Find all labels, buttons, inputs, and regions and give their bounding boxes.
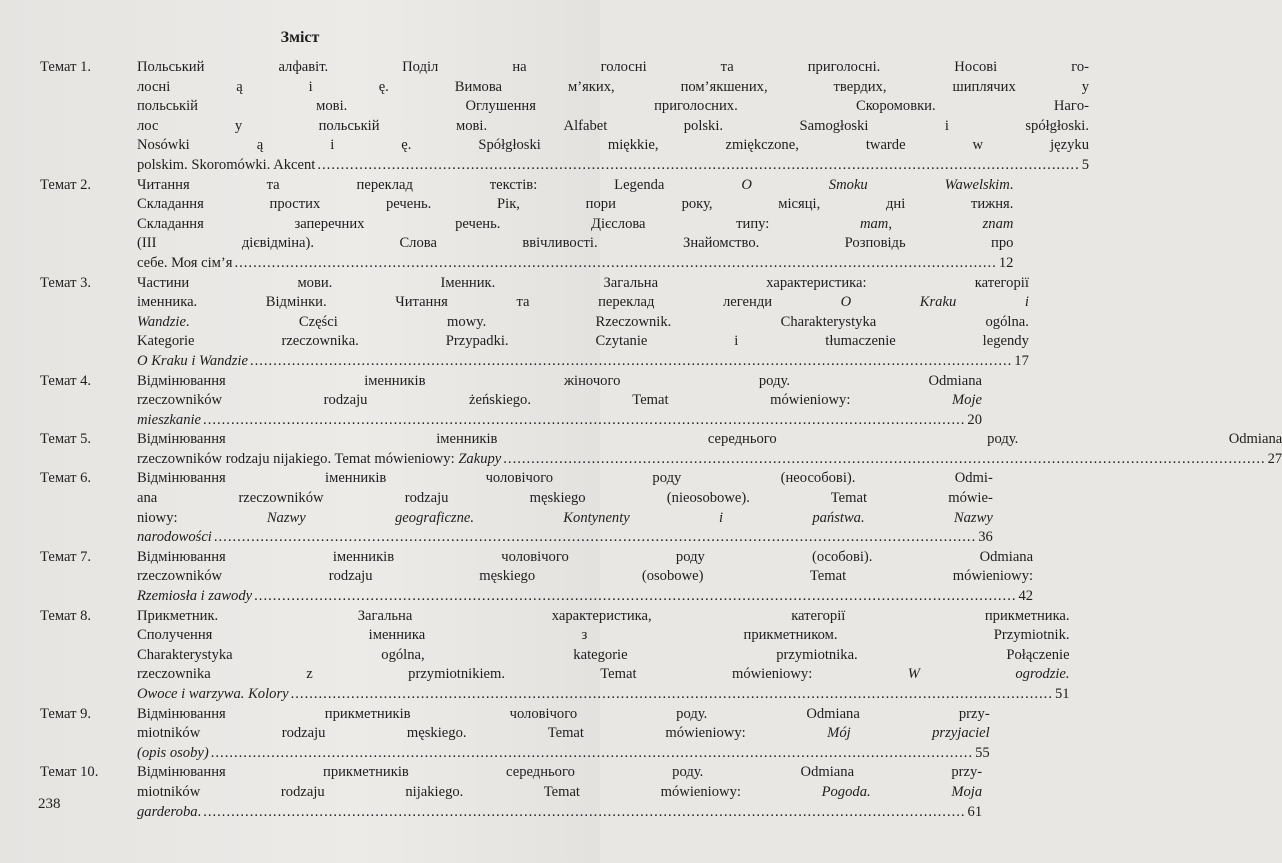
italic-text: O Smoku Wawelskim	[741, 176, 1010, 193]
toc-entry[interactable]	[40, 372, 982, 431]
text-segment: rzeczownika z przymiotnikiem. Temat mówieniowy:	[137, 666, 908, 683]
toc-last-line	[137, 450, 1282, 470]
toc-last-text	[137, 744, 209, 764]
toc-line	[137, 509, 993, 529]
toc-last-text	[137, 803, 201, 823]
text-segment: miotników rodzaju nijakiego. Temat mówieniowy:	[137, 783, 822, 800]
text-segment: miotników rodzaju męskiego. Temat mówieniowy:	[137, 725, 828, 742]
toc-entry[interactable]	[40, 607, 1070, 705]
toc-entry-body	[137, 58, 1089, 176]
toc-line	[137, 705, 990, 725]
text-segment: Частини мови. Іменник. Загальна характеристика: категорії	[137, 274, 1029, 291]
toc-page-number: 12	[998, 254, 1014, 271]
italic-text: Zakupy	[458, 450, 502, 467]
text-segment: лос у польській мові. Alfabet polski. Samogłoski i spółgłoski.	[137, 117, 1090, 134]
italic-text: Nazwy geograficzne. Kontynenty i państwa. Nazwy	[266, 509, 993, 526]
italic-text: mieszkanie	[137, 411, 202, 428]
toc-line	[137, 489, 993, 509]
toc-last-text	[137, 528, 212, 548]
text-segment: rzeczowników rodzaju męskiego (osobowe) Temat mówieniowy:	[137, 568, 1034, 585]
text-segment: (III дієвідміна). Слова ввічливості. Знайомство. Розповідь про	[137, 235, 1014, 252]
toc-entry-body	[137, 430, 1282, 469]
toc-entry[interactable]	[40, 430, 1282, 469]
toc-line	[137, 783, 982, 803]
toc-entry[interactable]	[40, 58, 1090, 176]
italic-text: Pogoda. Moja	[821, 783, 983, 800]
text-segment: . Części mowy. Rzeczownik. Charakterystyka ogólna.	[185, 313, 1029, 330]
toc-last-text	[137, 685, 289, 705]
toc-entry-body	[137, 763, 982, 822]
toc-page-number: 51	[1054, 686, 1070, 702]
toc-line	[137, 607, 1070, 627]
toc-line	[137, 646, 1070, 666]
toc-last-line	[137, 803, 982, 823]
toc-entry-label: Темат 7.	[40, 548, 92, 565]
toc-last-line	[137, 528, 993, 548]
toc-last-line	[137, 411, 982, 431]
dot-leader	[291, 685, 1053, 705]
text-segment: Сполучення іменника з прикметником. Przymiotnik.	[137, 627, 1070, 644]
italic-text: W ogrodzie.	[907, 666, 1070, 683]
text-segment: іменника. Відмінки. Читання та переклад легенди	[137, 294, 841, 311]
text-segment: себе. Моя сім’я	[137, 254, 233, 271]
toc-line	[137, 763, 982, 783]
italic-text: Wandzie	[137, 313, 186, 330]
text-segment: Складання заперечних речень. Дієслова типу:	[137, 215, 860, 232]
toc-line	[137, 215, 1013, 235]
toc-entry-label: Темат 2.	[40, 176, 92, 193]
dot-leader	[317, 156, 1079, 176]
toc-line	[137, 97, 1089, 117]
table-of-contents	[40, 58, 1282, 822]
toc-last-text	[137, 156, 315, 176]
toc-line	[137, 332, 1029, 352]
text-segment: rzeczowników rodzaju nijakiego. Temat mówieniowy:	[137, 450, 459, 467]
toc-last-line	[137, 352, 1029, 372]
text-segment: polskim. Skoromówki. Akcent	[137, 156, 316, 173]
toc-last-text	[137, 254, 232, 274]
toc-entry-body	[137, 548, 1033, 607]
text-segment: .	[197, 803, 202, 820]
toc-line	[137, 313, 1029, 333]
dot-leader	[214, 528, 976, 548]
text-segment: .	[1009, 176, 1014, 193]
toc-page-number: 55	[975, 744, 990, 761]
italic-text: Owoce i warzywa. Kolory	[137, 686, 289, 702]
text-segment: rzeczowników rodzaju żeńskiego. Temat mówieniowy:	[137, 392, 952, 409]
text-segment: ,	[888, 215, 983, 232]
toc-entry[interactable]	[40, 176, 1014, 274]
text-segment: Читання та переклад текстів: Legenda	[137, 176, 742, 193]
dot-leader	[203, 803, 965, 823]
dot-leader	[503, 450, 1265, 470]
toc-line	[137, 724, 990, 744]
toc-line	[137, 293, 1029, 313]
italic-text: O Kraku i	[840, 294, 1029, 311]
toc-page-number: 17	[1014, 352, 1029, 369]
text-segment: Відмінювання іменників жіночого роду. Odmiana	[137, 372, 982, 389]
toc-line	[137, 548, 1033, 568]
toc-line	[137, 372, 982, 392]
toc-line	[137, 665, 1070, 685]
italic-text: O Kraku i Wandzie	[137, 352, 248, 369]
toc-line	[137, 567, 1033, 587]
toc-page-number: 42	[1018, 588, 1034, 605]
toc-line	[137, 430, 1282, 450]
text-segment: Charakterystyka ogólna, kategorie przymiotnika. Połączenie	[137, 646, 1070, 663]
toc-page-number: 5	[1081, 156, 1090, 173]
toc-entry-label: Темат 4.	[40, 372, 92, 389]
toc-line	[137, 176, 1013, 196]
text-segment: Відмінювання іменників чоловічого роду (неособові). Odmi-	[137, 470, 993, 487]
toc-entry-body	[137, 176, 1013, 274]
text-segment: Відмінювання іменників чоловічого роду (особові). Odmiana	[137, 548, 1034, 565]
toc-line	[137, 626, 1070, 646]
toc-last-line	[137, 156, 1089, 176]
italic-text: narodowości	[137, 529, 212, 546]
dot-leader	[234, 254, 996, 274]
toc-line	[137, 117, 1089, 137]
toc-last-text	[137, 587, 252, 607]
italic-text: garderoba	[137, 803, 198, 820]
toc-page-number: 27	[1267, 450, 1282, 467]
page-title: Зміст	[280, 29, 320, 46]
toc-entry[interactable]	[40, 763, 983, 822]
text-segment: Польський алфавіт. Поділ на голосні та приголосні. Носові го-	[137, 59, 1090, 75]
toc-last-line	[137, 685, 1070, 705]
toc-entry-label: Темат 9.	[40, 705, 92, 722]
toc-line	[137, 195, 1013, 215]
toc-entry-label: Темат 6.	[40, 470, 92, 487]
text-segment: Відмінювання прикметників чоловічого роду. Odmiana przy-	[137, 705, 990, 722]
dot-leader	[203, 411, 965, 431]
toc-line	[137, 274, 1029, 294]
toc-entry-body	[137, 705, 990, 764]
text-segment: Відмінювання іменників середнього роду. Odmiana	[137, 431, 1282, 448]
toc-page-number: 20	[967, 411, 982, 428]
toc-page-number: 36	[978, 529, 993, 546]
toc-last-line	[137, 744, 990, 764]
toc-entry-label: Темат 10.	[40, 764, 99, 781]
text-segment: Kategorie rzeczownika. Przypadki. Czytanie i tłumaczenie legendy	[137, 333, 1029, 350]
italic-text: Moje	[951, 392, 982, 409]
page-number: 238	[38, 796, 61, 812]
toc-entry-body	[137, 469, 993, 547]
toc-line	[137, 391, 982, 411]
toc-line	[137, 469, 993, 489]
text-segment: Nosówki ą i ę. Spółgłoski miękkie, zmiękczone, twarde w języku	[137, 137, 1090, 154]
toc-line	[137, 78, 1089, 98]
toc-last-line	[137, 587, 1033, 607]
text-segment: Прикметник. Загальна характеристика, категорії прикметника.	[137, 607, 1070, 624]
text-segment: Відмінювання прикметників середнього роду. Odmiana przy-	[137, 764, 983, 781]
text-segment: ana rzeczowników rodzaju męskiego (nieosobowe). Temat mówie-	[137, 490, 993, 507]
italic-text: mam	[859, 215, 889, 232]
dot-leader	[254, 587, 1016, 607]
dot-leader	[250, 352, 1012, 372]
toc-last-text	[137, 352, 248, 372]
toc-last-text	[137, 450, 501, 470]
text-segment: Складання простих речень. Рік, пори року, місяці, дні тижня.	[137, 196, 1014, 213]
italic-text: (opis osoby)	[137, 744, 209, 761]
toc-page-number: 61	[967, 803, 983, 820]
toc-entry-label: Темат 5.	[40, 431, 92, 448]
text-segment: лосні ą і ę. Вимова м’яких, пом’якшених, твердих, шиплячих у	[137, 78, 1090, 95]
italic-text: znam	[982, 215, 1014, 232]
toc-entry-body	[137, 372, 982, 431]
toc-entry-label: Темат 8.	[40, 607, 92, 624]
toc-entry-body	[137, 607, 1070, 705]
toc-entry[interactable]	[40, 274, 1029, 372]
toc-entry[interactable]	[40, 705, 990, 764]
italic-text: Rzemiosła i zawody	[137, 588, 253, 605]
text-segment: niowy:	[137, 509, 267, 526]
toc-last-line	[137, 254, 1013, 274]
text-segment: польській мові. Оглушення приголосних. Скоромовки. Нагo-	[137, 98, 1090, 115]
italic-text: Mój przyjaciel	[827, 725, 990, 742]
toc-entry-body	[137, 274, 1029, 372]
toc-entry-label: Темат 1.	[40, 59, 92, 75]
dot-leader	[211, 744, 973, 764]
toc-entry[interactable]	[40, 548, 1034, 607]
toc-line	[137, 58, 1089, 78]
toc-line	[137, 234, 1013, 254]
toc-entry[interactable]	[40, 469, 993, 547]
toc-last-text	[137, 411, 201, 431]
toc-line	[137, 136, 1089, 156]
toc-entry-label: Темат 3.	[40, 274, 92, 291]
